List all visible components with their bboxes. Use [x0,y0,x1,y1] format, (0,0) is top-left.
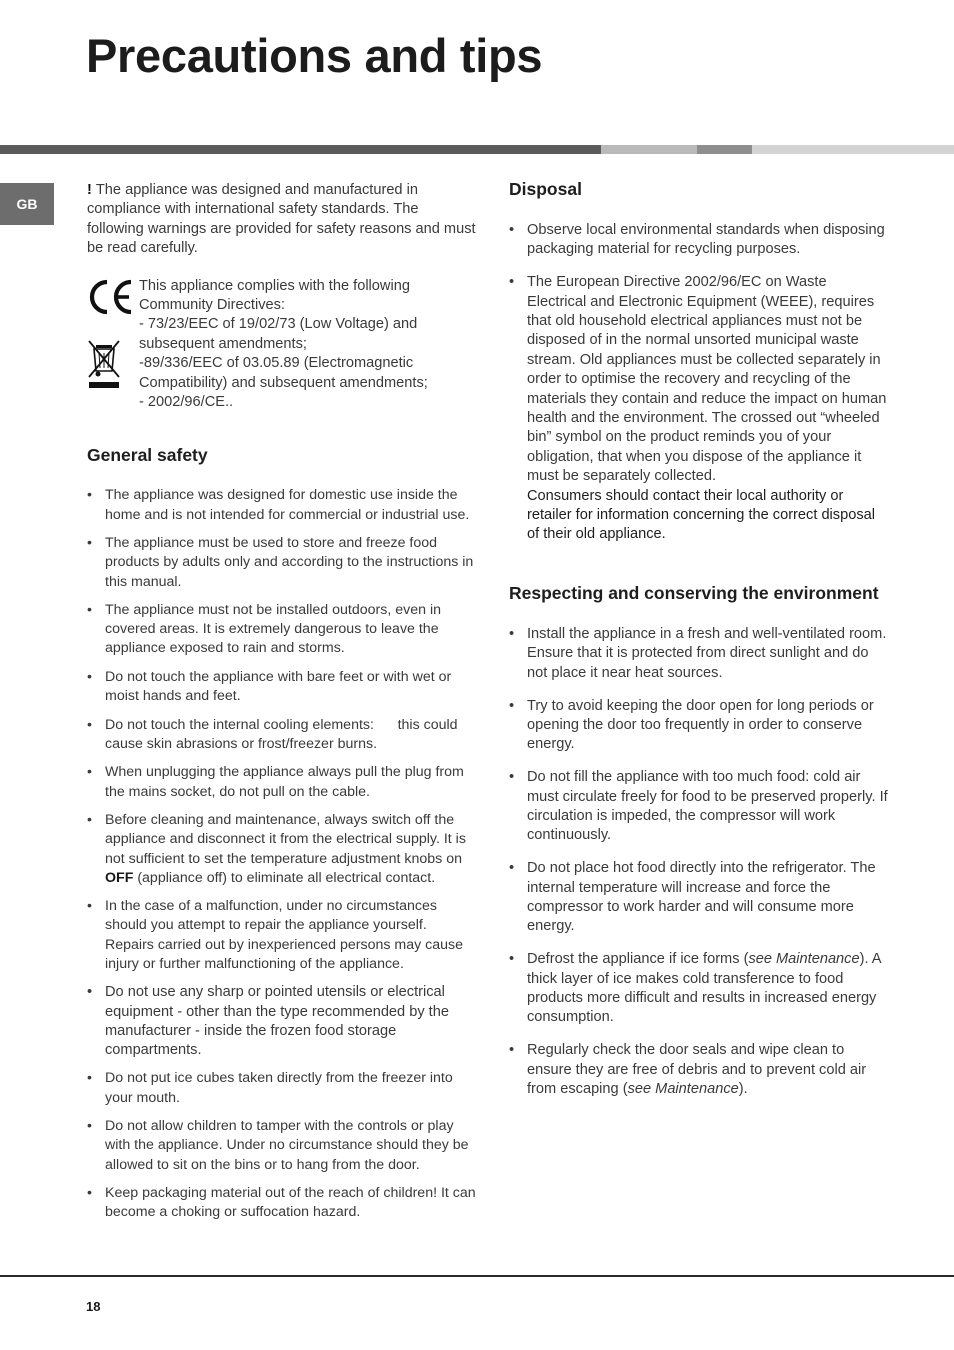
environment-list [509,625,889,1099]
list-item: • Keep packaging material out of the reach of children! It can become a choking or suffocation hazard. [87,1185,476,1221]
left-column [87,178,477,1232]
page-title: Precautions and tips [86,29,543,82]
list-item: • The appliance must be used to store and freeze food products by adults only and according to the instructions in this manual. [87,535,474,590]
list-item: • Do not touch the appliance with bare feet or with wet or moist hands and feet. [87,668,452,705]
right-column [509,178,889,1113]
warning-mark: ! [87,182,92,198]
see-maintenance-reference: see Maintenance [627,1080,739,1097]
disposal-list [509,221,889,545]
disposal-note: Consumers should contact their local authority or retailer for information concerning the correct disposal of their old appliance. [527,487,875,543]
intro-text: The appliance was designed and manufactured in compliance with international safety standards. The following warnings are provided for safety reasons and must be read carefully. [87,182,476,257]
general-safety-list [87,486,477,1222]
directive-line: - 73/23/EEC of 19/02/73 (Low Voltage) and subsequent amendments; [139,316,418,352]
list-item: • Defrost the appliance if ice forms (see Maintenance). A thick layer of ice makes cold transference to food products more difficult and results in increased energy consumption. [509,951,881,1026]
list-item: • Do not allow children to tamper with the controls or play with the appliance. Under no circumstance should they be allowed to sit on the bins or to hang from the door. [87,1118,469,1173]
disposal-heading: Disposal [509,179,582,199]
list-item: • The European Directive 2002/96/EC on Waste Electrical and Electronic Equipment (WEEE), requires that old household electrical appliances must not be disposed of in the normal unsorted municipal waste stream. Old appliances must be collected separately in order to optimise the recovery and recycling of the materials they contain and reduce the impact on human health and the environment. The crossed out “wheeled bin” symbol on the product reminds you of your obligation, that when you dispose of the appliance it must be separately collected. Consumers should contact their local authority or retailer for information concerning the correct disposal of their old appliance. [509,273,889,545]
general-safety-heading: General safety [87,445,208,466]
color-bar-segment [0,145,601,154]
see-maintenance-reference: see Maintenance [748,951,860,968]
list-item: • Regularly check the door seals and wipe clean to ensure they are free of debris and to prevent cold air from escaping (see Maintenance). [509,1042,867,1097]
color-bar-segment [697,145,752,154]
list-item: • The appliance was designed for domestic use inside the home and is not intended for commercial or industrial use. [87,487,470,523]
directive-line: - 2002/96/CE.. [139,394,234,411]
list-item: • Observe local environmental standards when disposing packaging material for recycling purposes. [509,222,885,258]
directives-text [139,277,477,413]
list-item: • Before cleaning and maintenance, always switch off the appliance and disconnect it from the electrical supply. It is not sufficient to set the temperature adjustment knobs on OFF (appliance off) to eliminate all electrical contact. [87,812,466,886]
list-item: • Do not fill the appliance with too much food: cold air must circulate freely for food to be preserved properly. If circulation is impeded, the compressor will work continuously. [509,769,888,844]
ce-mark-icon [87,279,135,315]
color-bar-segment [752,145,954,154]
directive-line: -89/336/EEC of 03.05.89 (Electromagnetic Compatibility) and subsequent amendments; [139,355,428,391]
list-item: • Do not put ice cubes taken directly from the freezer into your mouth. [87,1070,453,1106]
list-item: • Do not touch the internal cooling elements: this could cause skin abrasions or frost/freezer burns. [87,716,462,752]
crossed-out-wheeled-bin-icon [87,337,121,389]
list-item: • In the case of a malfunction, under no circumstances should you attempt to repair the appliance yourself. Repairs carried out by inexperienced persons may cause injury or further malfunctioning of the appliance. [87,898,464,972]
list-item: • Try to avoid keeping the door open for long periods or opening the door too frequently in order to conserve energy. [509,697,874,753]
color-bar-segment [601,145,697,154]
environment-heading: Respecting and conserving the environment [509,582,879,603]
language-tab: GB [0,183,54,225]
directive-line: This appliance complies with the following Community Directives: [139,277,410,314]
directives-block [87,277,477,413]
footer-rule [0,1275,954,1277]
header-color-bar [0,145,954,154]
list-item: • Do not place hot food directly into the refrigerator. The internal temperature will increase and force the compressor to work harder and will consume more energy. [509,860,876,935]
off-label: OFF [105,869,134,886]
intro-warning [87,181,477,259]
list-item: • When unplugging the appliance always pull the plug from the mains socket, do not pull on the cable. [87,764,464,800]
list-item: • The appliance must not be installed outdoors, even in covered areas. It is extremely dangerous to leave the appliance exposed to rain and storms. [87,602,441,657]
list-item: • Do not use any sharp or pointed utensils or electrical equipment - other than the type recommended by the manufacturer - inside the frozen food storage compartments. [87,984,449,1058]
list-item: • Install the appliance in a fresh and well-ventilated room. Ensure that it is protected from direct sunlight and do not place it near heat sources. [509,625,887,681]
page-number: 18 [86,1299,101,1314]
